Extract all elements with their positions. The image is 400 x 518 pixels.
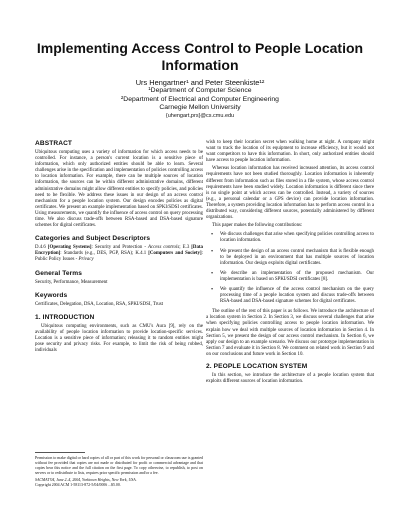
intro-heading: 1. INTRODUCTION: [35, 313, 95, 321]
intro-text: Ubiquitous computing environments, such as CMU's Aura [9], rely on the availability of people location information to provide location-specific services. Location is a sensitive piece of information; releasing it to random entities might pose security and privacy risks. For example, to limit the risk of being robbed, individuals: [35, 323, 203, 354]
category-name: [Data Encryption]: [35, 245, 203, 257]
contributions-list: [206, 232, 374, 305]
author-names: Urs Hengartner¹ and Peter Steenkiste¹²: [135, 78, 265, 87]
list-item: • We describe an implementation of the proposed mechanism. Our implementation is based on SPKI/SDSI certificates [8].: [206, 271, 374, 283]
author-email: {uhengart,prs}@cs.cmu.edu: [165, 113, 235, 120]
category-code: D.4.6: [35, 245, 48, 251]
list-item: • We present the design of an access control mechanism that is flexible enough to be deployed in an environment that has multiple sources of location information. Our design exploits digital certificates.: [206, 249, 374, 267]
affiliation-2: ²Department of Electrical and Computer Engineering: [121, 95, 279, 103]
conference-line: SACMAT'04, June 2–4, 2004, Yorktown Heights, New York, USA.: [35, 477, 137, 482]
keywords-text: Certificates, Delegation, DSA, Location, RSA, SPKI/SDSI, Trust: [35, 301, 163, 307]
left-column: [35, 140, 203, 356]
category-sub: : Security and Protection -: [91, 245, 149, 251]
university: Carnegie Mellon University: [159, 103, 241, 111]
footnote-rule: [35, 452, 85, 453]
section2-text: In this section, we introduce the architecture of a people location system that exploits different sources of location information.: [206, 373, 374, 385]
copyright-line: Copyright 2004 ACM 1-58113-872-5/04/0006 ...$5.00.: [35, 482, 121, 487]
paragraph: Whereas location information has received increased attention, its access control requirements have not been studied thoroughly. Location information is inherently different from information such as files stored in a file system, whose access control requirements have been studied widely. Location information is different since there is no single point at which access can be controlled. Instead, a variety of sources (e.g., a personal calendar or a GPS device) can provide location information. Therefore, a system providing location information has to perform access control in a distributed way, considering different sources, potentially administered by different organizations.: [206, 166, 374, 221]
abstract-text: Ubiquitous computing uses a variety of information for which access needs to be controlled. For instance, a person's current location is a sensitive piece of information, which only authorized entities should be able to learn. Several challenges arise in the specification and implementation of policies controlling access to location information. For example, there can be multiple sources of location information, the sources can be within different administrative domains, different administrative domains might allow different entities to specify policies, and policies need to be flexible. We address these issues in our design of an access control mechanism for a people location system. Our design encodes policies as digital certificates. We present an example implementation based on SPKI/SDSI certificates. Using measurements, we quantify the influence of access control on query processing time. We also discuss trade-offs between RSA-based and DSA-based signature schemes for digital certificates.: [35, 150, 203, 229]
permission-text: Permission to make digital or hard copies of all or part of this work for personal or classroom use is granted without fee provided that copies are not made or distributed for profit or commercial advantage and that copies bear this notice and the full citation on the first page. To copy otherwise, to republish, to post on servers or to redistribute to lists, requires prior specific permission and/or a fee.: [35, 456, 203, 475]
category-term: Privacy: [78, 257, 94, 263]
affiliation-1: ¹Department of Computer Science: [148, 87, 252, 95]
list-item: • We discuss challenges that arise when specifying policies controlling access to location information.: [206, 232, 374, 244]
paragraph: This paper makes the following contributions:: [212, 223, 303, 229]
categories-heading: Categories and Subject Descriptors: [35, 235, 151, 243]
terms-text: Security, Performance, Measurement: [35, 279, 108, 285]
category-sub: : Public Policy Issues -: [35, 251, 203, 263]
category-code: ; E.3: [179, 245, 192, 251]
section2-heading: 2. PEOPLE LOCATION SYSTEM: [206, 363, 308, 370]
abstract-heading: ABSTRACT: [35, 140, 73, 147]
category-sub: : Standards (e.g., DES, PGP, RSA); K.4.1: [60, 251, 149, 257]
category-term: Access controls: [148, 245, 180, 251]
category-name: [Operating Systems]: [47, 245, 92, 251]
category-name: [Computers and Society]: [148, 251, 202, 257]
paragraph: wish to keep their location secret when walking home at night. A company might want to track the location of its equipment to increase efficiency, but it would not want competitors to have this information. In short, only authorized entities should have access to people location information.: [206, 140, 374, 164]
right-column: [206, 140, 374, 387]
categories-text: [35, 245, 203, 263]
author-block: [40, 79, 360, 120]
paper-title: Implementing Access Control to People Location Information: [36, 40, 364, 73]
terms-heading: General Terms: [35, 269, 82, 277]
keywords-heading: Keywords: [35, 291, 68, 299]
copyright-footnote: [35, 456, 203, 489]
list-item: • We quantify the influence of the access control mechanism on the query processing time of a people location system and discuss trade-offs between RSA-based and DSA-based signature schemes for digital certificates.: [206, 287, 374, 305]
paragraph: The outline of the rest of this paper is as follows. We introduce the architecture of a location system in Section 2. In Section 3, we discuss several challenges that arise when specifying policies controlling access to people location information. We explain how we deal with multiple sources of location information in Section 4. In Section 5, we present the design of our access control mechanism. In Section 6, we apply our design to an example scenario. We discuss our prototype implementation in Section 7 and evaluate it in Section 8. We comment on related work in Section 9 and on our conclusions and future work in Section 10.: [206, 309, 374, 357]
